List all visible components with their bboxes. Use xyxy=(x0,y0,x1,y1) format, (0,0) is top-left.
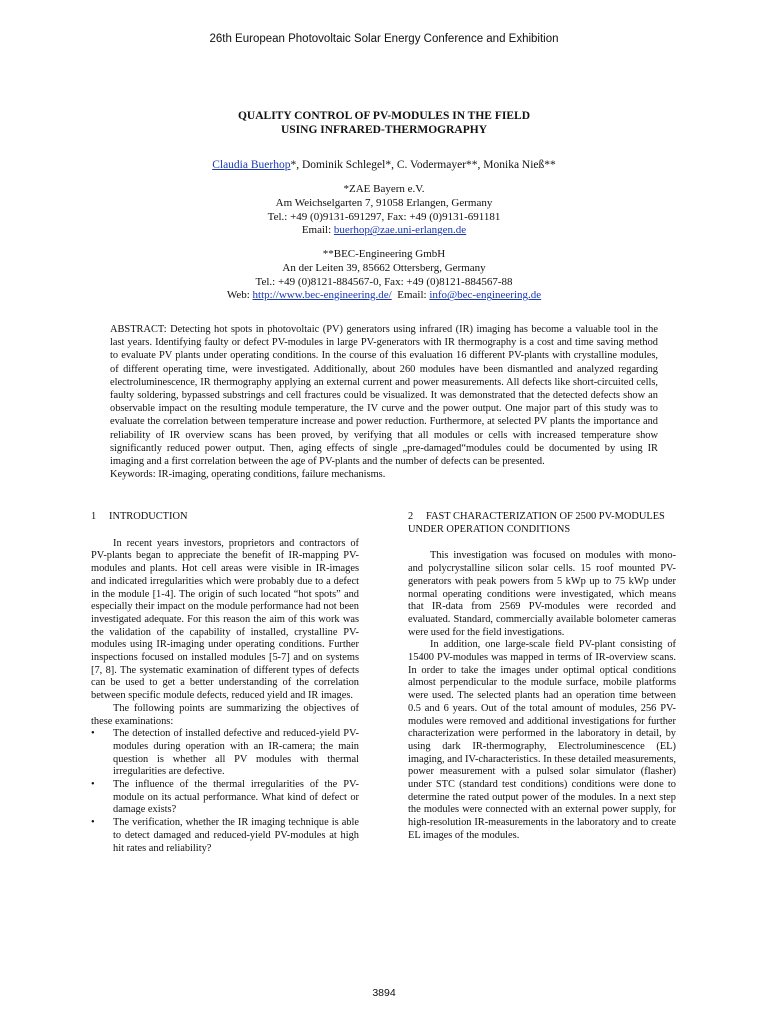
list-item-text: The detection of installed defective and reduced-yield PV-modules during operation with an IR-camera; the main question is whether all PV modules with thermal irregularities are defective. xyxy=(113,728,359,778)
email-link-zae[interactable]: buerhop@zae.uni-erlangen.de xyxy=(333,224,467,237)
email-label: Email: xyxy=(301,224,334,237)
intro-paragraph-1: In recent years investors, proprietors and contractors of PV-plants began to appreciate the benefit of IR-mapping PV-modules and plants. Hot cell areas were visible in IR-images and indicated irregularities which were probably due to a defect in the module [1-4]. The origin of such located “hot spots” and especially their impact on the module performance had not been investigated adequate. For this reason the aim of this work was the validation of the capability of installed, crystalline PV-modules using IR-imaging under operating conditions. Further inspections focused on installed modules [5-7] and on systems [7, 8]. The systematic examination of different types of defects can be used to get a better understanding of the correlation between specific module defects, reduced yield and IR images. xyxy=(91,537,359,702)
section-title: FAST CHARACTERIZATION OF 2500 PV-MODULES UNDER OPERATION CONDITIONS xyxy=(408,511,665,535)
web-label: Web: xyxy=(226,289,253,302)
section-number: 1 xyxy=(91,511,97,522)
list-item-text: The influence of the thermal irregularities of the PV-module on its actual performance. What kind of defect or damage exists? xyxy=(113,779,359,816)
author-list xyxy=(0,158,768,172)
affiliation-web-line xyxy=(0,289,768,303)
list-item xyxy=(91,817,359,855)
keywords: Keywords: IR-imaging, operating conditions, failure mechanisms. xyxy=(110,469,386,481)
email-label: Email: xyxy=(391,289,430,302)
abstract-text: ABSTRACT: Detecting hot spots in photovoltaic (PV) generators using infrared (IR) imaging has become a valuable tool in the last years. Identifying faulty or defect PV-modules in large PV-generators with IR thermography is a cost and time saving method to evaluate PV plants under operating conditions. In the course of this evaluation 16 different PV-plants with crystalline modules, of different operating time, were investigated. Additionally, about 260 modules have been dismantled and analyzed regarding electroluminescence, IR thermography applying an external current and power measurements. All defects like short-circuited cells, faulty soldering, bypassed substrings and cell fractures could be visualized. It was demonstrated that the detected defects show an observable impact on the resulting module temperature, the IV curve and the power output. One major part of this study was to evaluate the correlation between temperature increase and power reduction. Furthermore, at selected PV plants the importance and reliability of IR overview scans has been proved, by verifying that all modules or cells with increased temperature show significantly reduced power output. Then, aging effects of single „pre-damaged“modules could be documented by using IR imaging and a first correlation between the age of PV-plants and the number of defects can be presented. xyxy=(110,324,658,468)
paper-title xyxy=(0,109,768,137)
affiliation-bec xyxy=(0,248,768,303)
affiliation-name: **BEC-Engineering GmbH xyxy=(322,248,446,260)
affiliation-email-line xyxy=(0,224,768,238)
affiliation-address: Am Weichselgarten 7, 91058 Erlangen, Germany xyxy=(275,196,493,209)
affiliation-phone: Tel.: +49 (0)8121-884567-0, Fax: +49 (0)8121-884567-88 xyxy=(255,275,513,288)
left-column xyxy=(91,511,359,855)
bullet-icon: • xyxy=(91,817,95,829)
affiliation-address: An der Leiten 39, 85662 Ottersberg, Germany xyxy=(282,261,486,274)
email-link-bec[interactable]: info@bec-engineering.de xyxy=(429,289,542,302)
affiliation-name: *ZAE Bayern e.V. xyxy=(343,183,425,195)
conference-header: 26th European Photovoltaic Solar Energy Conference and Exhibition xyxy=(209,33,559,45)
title-line-1: QUALITY CONTROL OF PV-MODULES IN THE FIELD xyxy=(237,110,530,122)
objectives-list xyxy=(91,728,359,855)
right-column xyxy=(408,511,676,843)
author-link-buerhop[interactable]: Claudia Buerhop xyxy=(212,159,291,171)
abstract xyxy=(110,323,658,481)
web-link-bec[interactable]: http://www.bec-engineering.de/ xyxy=(252,289,392,302)
section-2-paragraph-2: In addition, one large-scale field PV-plant consisting of 15400 PV-modules was mapped in terms of IR-overview scans. In order to take the images under optimal optical conditions almost perpendicular to the module surface, mobile platforms were used. The selected plants had an operation time between 0.5 and 6 years. Out of the total amount of modules, 256 PV-modules were removed and additional investigations for further characterization were performed in the laboratory in detail, by using dark IR-thermography, Electroluminescence (EL) imaging, and IV-characteristics. In these detailed measurements, power measurement with a pulsed solar simulator (flasher) under STC (standard test conditions) conditions were done to determine the rated output power of the modules. In a next step the modules were connected with an external power supply, for high-resolution IR-measurements in the laboratory and to create EL images of the modules. xyxy=(408,639,676,841)
list-item-text: The verification, whether the IR imaging technique is able to detect damaged and reduced-yield PV-modules at high hit rates and reliability? xyxy=(113,817,359,854)
affiliation-zae xyxy=(0,183,768,238)
section-title: INTRODUCTION xyxy=(109,511,188,522)
page-number: 3894 xyxy=(372,987,396,999)
bullet-icon: • xyxy=(91,779,95,791)
section-2-heading xyxy=(408,511,676,536)
list-item xyxy=(91,728,359,779)
intro-paragraph-2: The following points are summarizing the objectives of these examinations: xyxy=(91,702,359,727)
list-item xyxy=(91,779,359,817)
author-mark: * xyxy=(290,159,297,171)
other-authors: , Dominik Schlegel*, C. Vodermayer**, Monika Nieß** xyxy=(296,159,556,171)
affiliation-phone: Tel.: +49 (0)9131-691297, Fax: +49 (0)9131-691181 xyxy=(267,210,501,223)
section-1-heading xyxy=(91,511,359,524)
section-number: 2 xyxy=(408,511,414,522)
bullet-icon: • xyxy=(91,728,95,740)
section-2-paragraph-1: This investigation was focused on modules with mono- and polycrystalline silicon solar cells. 15 roof mounted PV-generators with peak powers from 5 kWp up to 75 kWp under normal operating conditions were investigated, which means that IR-data from 2569 PV-modules were recorded and evaluated. Standard, commercially available bolometer cameras were used for the field investigations. xyxy=(408,550,676,638)
title-line-2: USING INFRARED-THERMOGRAPHY xyxy=(280,124,488,136)
